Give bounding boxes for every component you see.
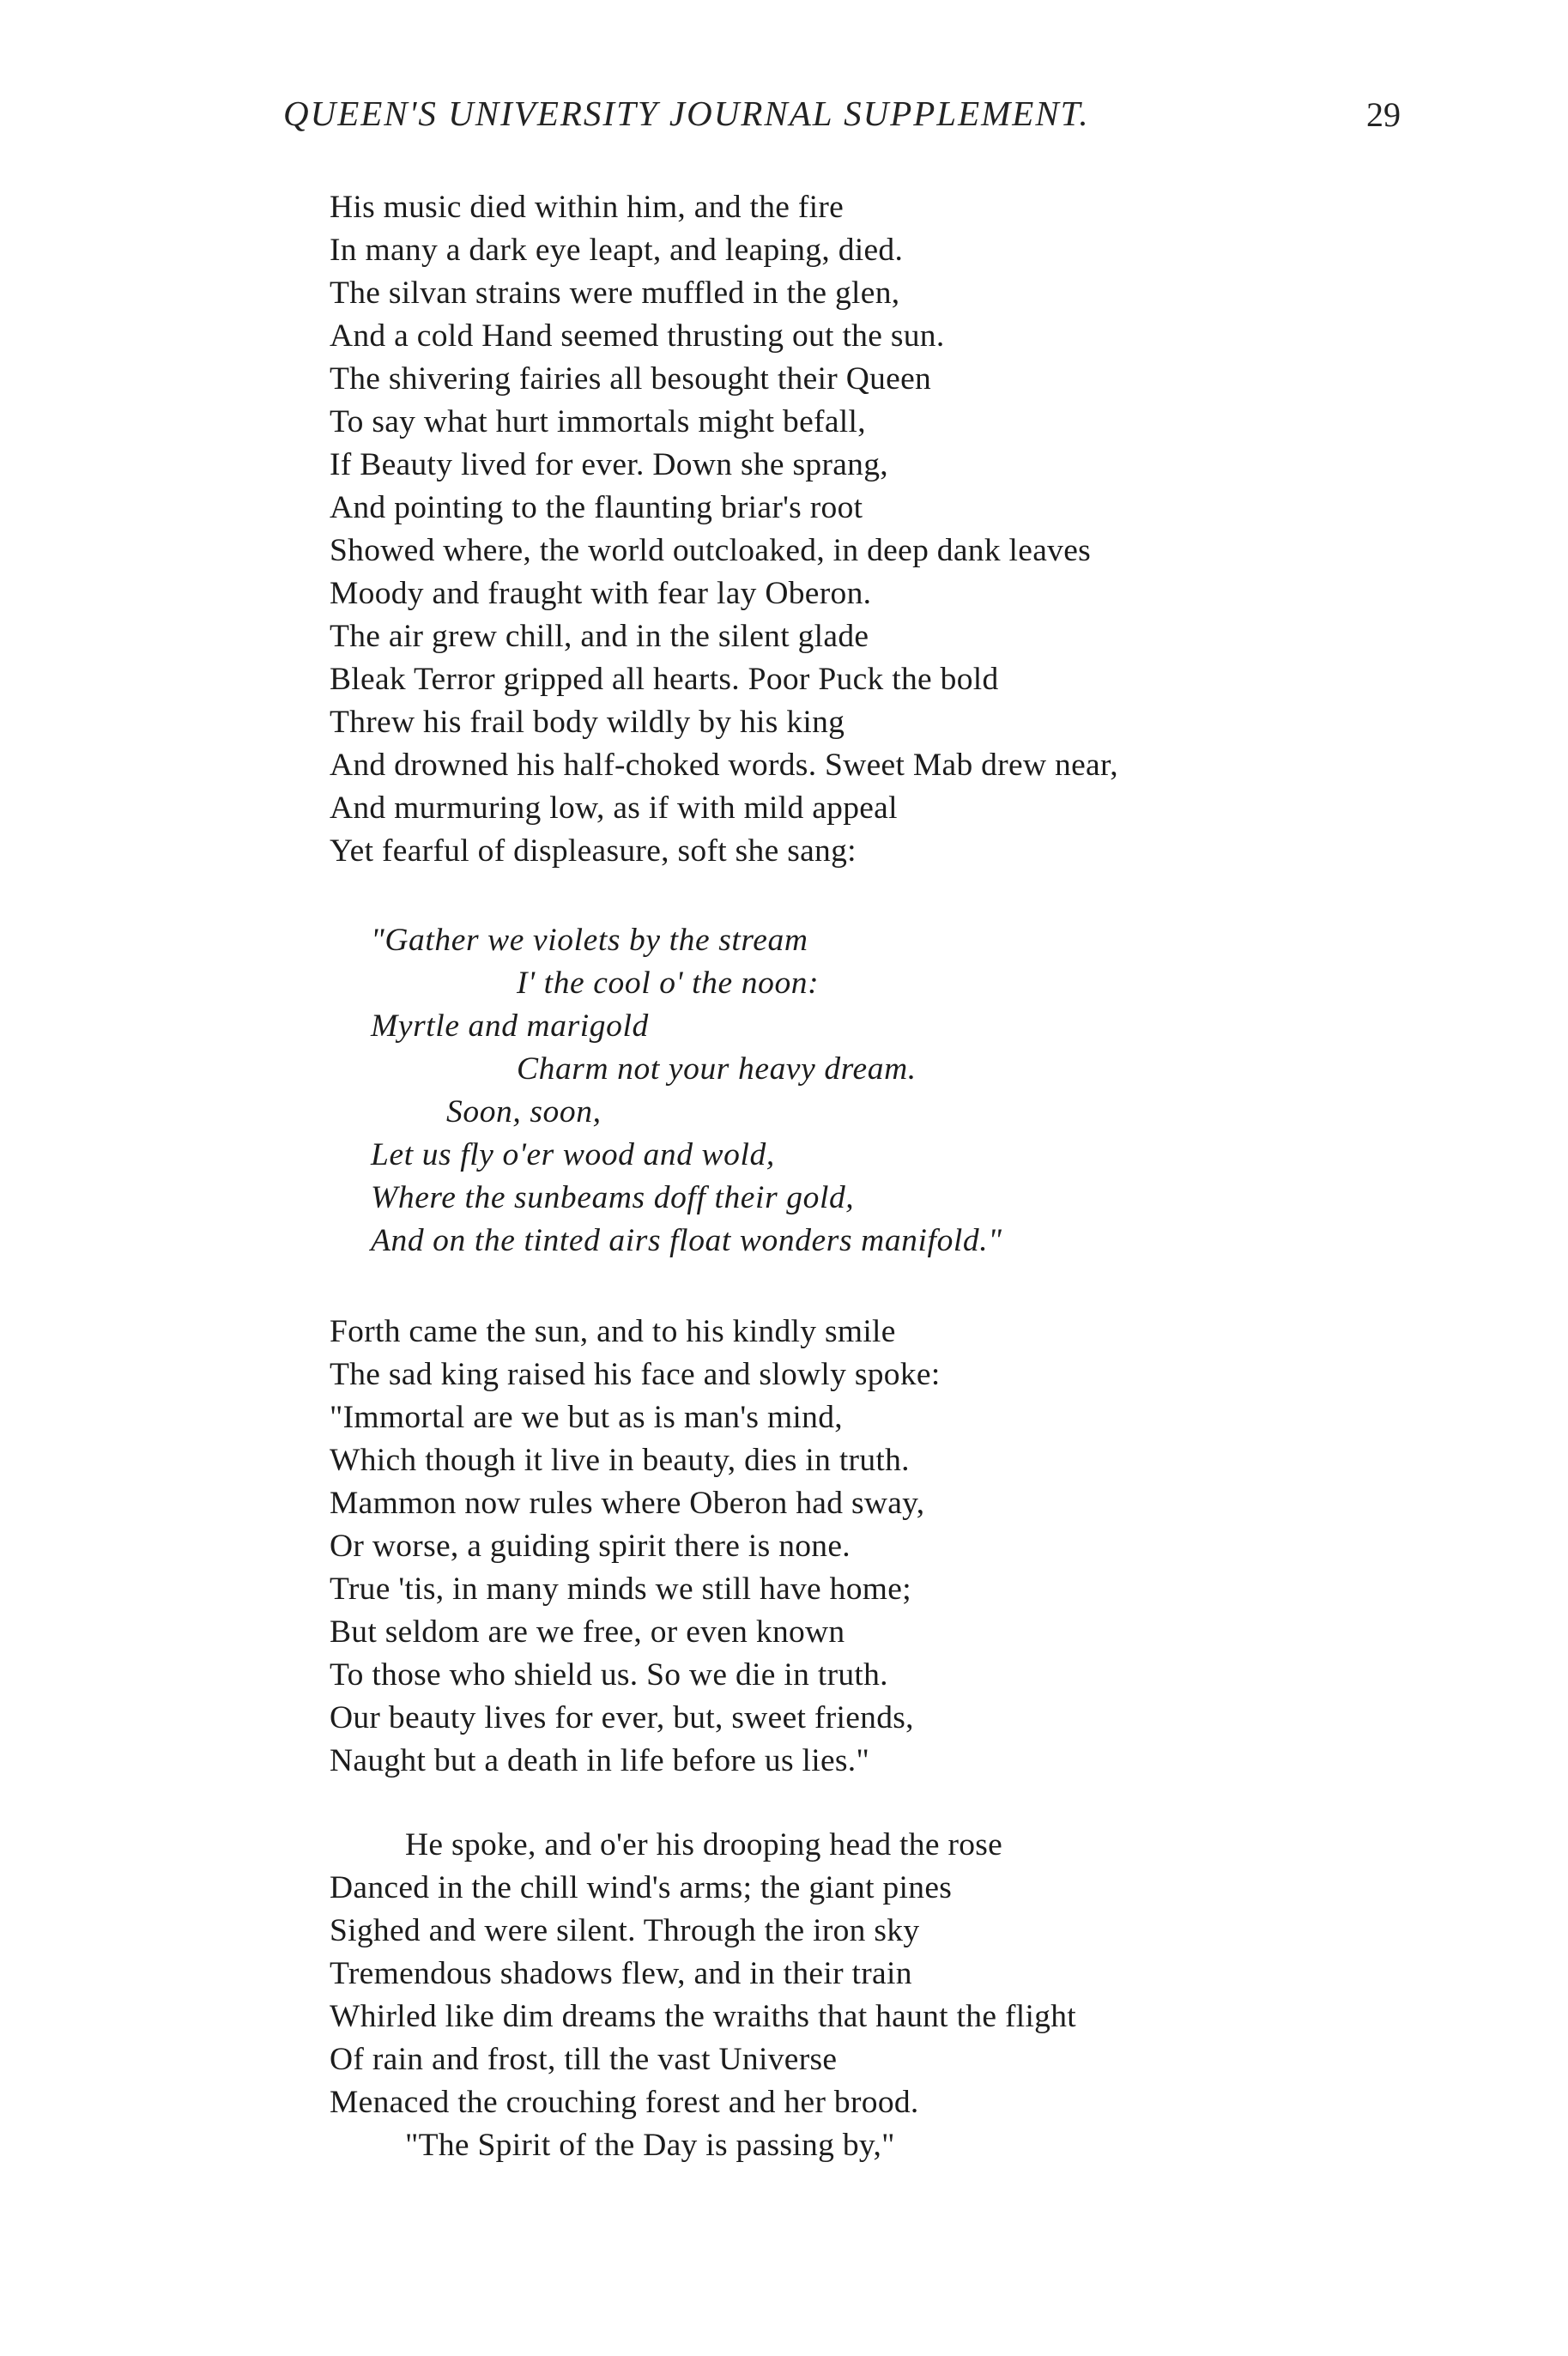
poem-line: The air grew chill, and in the silent glade (330, 619, 869, 654)
page-number: 29 (1366, 95, 1401, 134)
poem-line: The silvan strains were muffled in the glen, (330, 276, 900, 311)
song-line: And on the tinted airs float wonders manifold." (371, 1223, 1002, 1258)
poem-line: To those who shield us. So we die in truth. (330, 1657, 888, 1693)
poem-line: And pointing to the flaunting briar's root (330, 490, 863, 525)
poem-line: And murmuring low, as if with mild appeal (330, 790, 898, 826)
poem-line: Or worse, a guiding spirit there is none. (330, 1529, 851, 1564)
poem-line: Naught but a death in life before us lies." (330, 1743, 870, 1778)
song-line: Charm not your heavy dream. (517, 1051, 917, 1087)
song-line: Myrtle and marigold (371, 1008, 649, 1044)
poem-line: Threw his frail body wildly by his king (330, 705, 845, 740)
poem-line: Yet fearful of displeasure, soft she sang: (330, 833, 857, 869)
song-line: I' the cool o' the noon: (517, 966, 820, 1001)
poem-line: In many a dark eye leapt, and leaping, died. (330, 233, 904, 268)
poem-line: Forth came the sun, and to his kindly smile (330, 1314, 896, 1349)
song-line: "Gather we violets by the stream (371, 923, 808, 958)
poem-line: Our beauty lives for ever, but, sweet friends, (330, 1700, 914, 1735)
song-line: Where the sunbeams doff their gold, (371, 1180, 855, 1215)
poem-line: And a cold Hand seemed thrusting out the sun. (330, 318, 945, 354)
poem-line: He spoke, and o'er his drooping head the rose (405, 1827, 1003, 1862)
song-line: Soon, soon, (446, 1094, 602, 1130)
poem-line: True 'tis, in many minds we still have home; (330, 1572, 911, 1607)
poem-line: And drowned his half-choked words. Sweet Mab drew near, (330, 748, 1118, 783)
poem-line: His music died within him, and the fire (330, 190, 845, 225)
poem-line: Of rain and frost, till the vast Universe (330, 2042, 838, 2077)
poem-line: The shivering fairies all besought their Queen (330, 361, 932, 397)
poem-line: If Beauty lived for ever. Down she sprang, (330, 447, 888, 482)
poem-line: "Immortal are we but as is man's mind, (330, 1400, 843, 1435)
poem-line: Tremendous shadows flew, and in their train (330, 1956, 912, 1991)
poem-line: Menaced the crouching forest and her brood. (330, 2085, 919, 2120)
poem-line: Moody and fraught with fear lay Oberon. (330, 576, 872, 611)
poem-line: Which though it live in beauty, dies in truth. (330, 1443, 910, 1478)
poem-line: The sad king raised his face and slowly spoke: (330, 1357, 941, 1392)
poem-line: Showed where, the world outcloaked, in deep dank leaves (330, 533, 1092, 568)
song-line: Let us fly o'er wood and wold, (371, 1137, 775, 1172)
poem-line: But seldom are we free, or even known (330, 1614, 845, 1650)
poem-line: Bleak Terror gripped all hearts. Poor Puck the bold (330, 662, 999, 697)
poem-line: Danced in the chill wind's arms; the giant pines (330, 1870, 953, 1905)
poem-line: To say what hurt immortals might befall, (330, 404, 866, 439)
poem-line: Sighed and were silent. Through the iron sky (330, 1913, 920, 1948)
poem-line: Whirled like dim dreams the wraiths that haunt the flight (330, 1999, 1077, 2034)
running-header: QUEEN'S UNIVERSITY JOURNAL SUPPLEMENT. (283, 94, 1090, 133)
poem-line: "The Spirit of the Day is passing by," (405, 2128, 895, 2163)
poem-line: Mammon now rules where Oberon had sway, (330, 1486, 925, 1521)
